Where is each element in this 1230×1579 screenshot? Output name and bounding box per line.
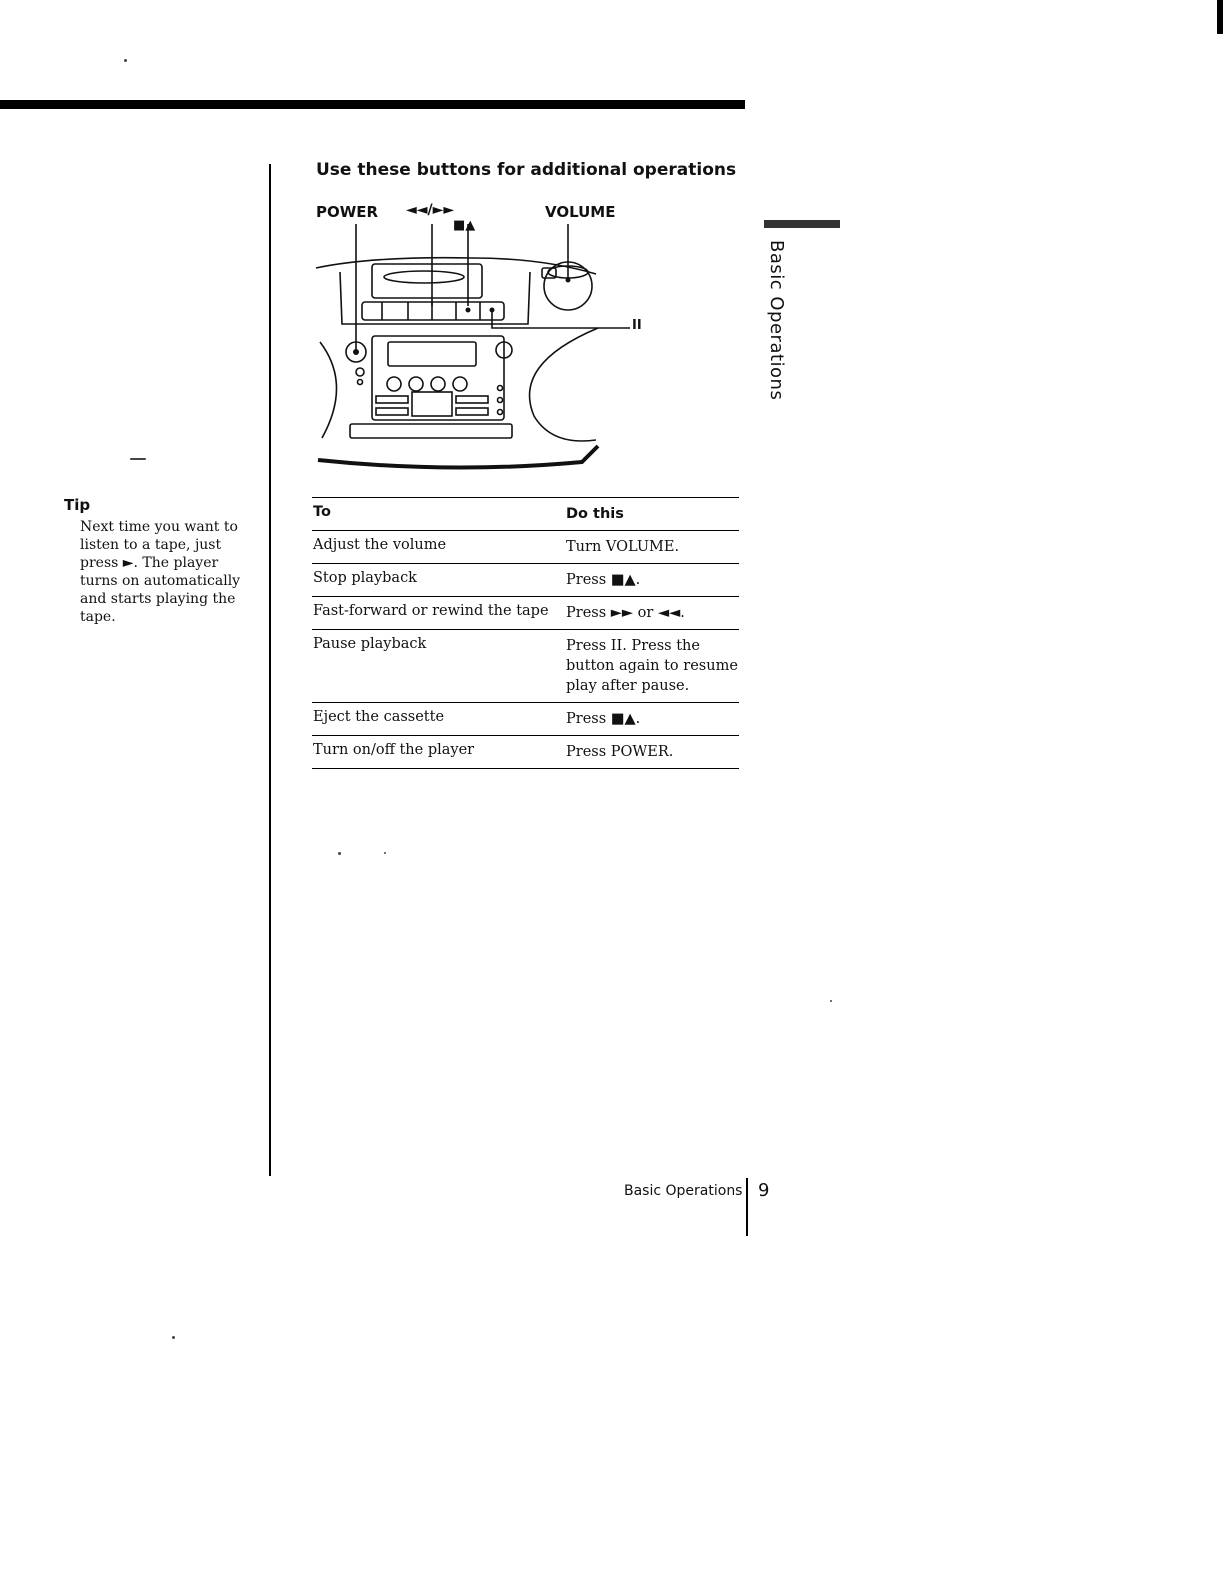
- table-cell-action: Adjust the volume: [313, 537, 447, 553]
- left-speaker: [320, 342, 337, 438]
- table-cell-instruction: Press ►► or ◄◄.: [566, 605, 685, 621]
- corner-mark: [1217, 0, 1223, 34]
- scan-speck: [338, 852, 341, 855]
- footer-divider: [746, 1178, 748, 1236]
- operations-table: [312, 497, 739, 769]
- scan-speck: [384, 852, 386, 854]
- page-number: 9: [758, 1180, 770, 1201]
- table-cell-instruction: Turn VOLUME.: [566, 539, 680, 555]
- table-cell-action: Turn on/off the player: [313, 742, 475, 758]
- tip-title: Tip: [64, 496, 91, 514]
- deck-buttons: [362, 302, 504, 320]
- table-row: [312, 564, 739, 597]
- scan-speck: [172, 1336, 175, 1339]
- cassette-reel: [384, 271, 464, 283]
- table-cell-action: Eject the cassette: [313, 709, 445, 725]
- table-cell-action: Pause playback: [313, 636, 427, 652]
- table-cell-instruction: Press POWER.: [566, 744, 674, 760]
- footer-section-label: Basic Operations: [624, 1183, 743, 1199]
- stop-eject-label: ■▲: [453, 218, 476, 233]
- table-row: [312, 736, 739, 769]
- table-cell-instruction: Press II. Press the button again to resume play after pause.: [566, 638, 738, 694]
- cd-tray: [350, 424, 512, 438]
- unit-base: [318, 446, 598, 468]
- table-row: [312, 630, 739, 703]
- table-cell-instruction: Press ■▲.: [566, 572, 641, 588]
- pause-label: II: [632, 318, 642, 333]
- table-cell-instruction: Press ■▲.: [566, 711, 641, 727]
- section-tab-title: Basic Operations: [766, 240, 787, 401]
- table-row: [312, 597, 739, 630]
- scan-speck: [830, 1000, 832, 1002]
- scan-speck: [124, 59, 127, 62]
- power-label: POWER: [316, 203, 379, 221]
- volume-label: VOLUME: [545, 203, 616, 221]
- header-do-this: Do this: [566, 506, 624, 522]
- pause-leader-line: [492, 310, 630, 328]
- table-header-row: [312, 497, 739, 531]
- ff-rewind-label: ◄◄/►►: [406, 202, 455, 218]
- cd-radio-cassette-diagram: [312, 224, 642, 484]
- table-row: [312, 531, 739, 564]
- column-rule: [269, 164, 271, 1176]
- display-window: [388, 342, 476, 366]
- right-speaker: [530, 328, 598, 441]
- table-row: [312, 703, 739, 736]
- scan-speck: [130, 458, 146, 460]
- tip-text: Next time you want to listen to a tape, just press ►. The player turns on automatically and starts playing the tape.: [80, 519, 241, 625]
- section-tab: [764, 220, 840, 228]
- top-rule: [0, 100, 745, 109]
- cassette-window: [372, 264, 482, 298]
- header-to: To: [313, 504, 331, 520]
- section-heading: Use these buttons for additional operations: [316, 160, 737, 180]
- table-cell-action: Stop playback: [313, 570, 417, 586]
- table-cell-action: Fast-forward or rewind the tape: [313, 603, 549, 619]
